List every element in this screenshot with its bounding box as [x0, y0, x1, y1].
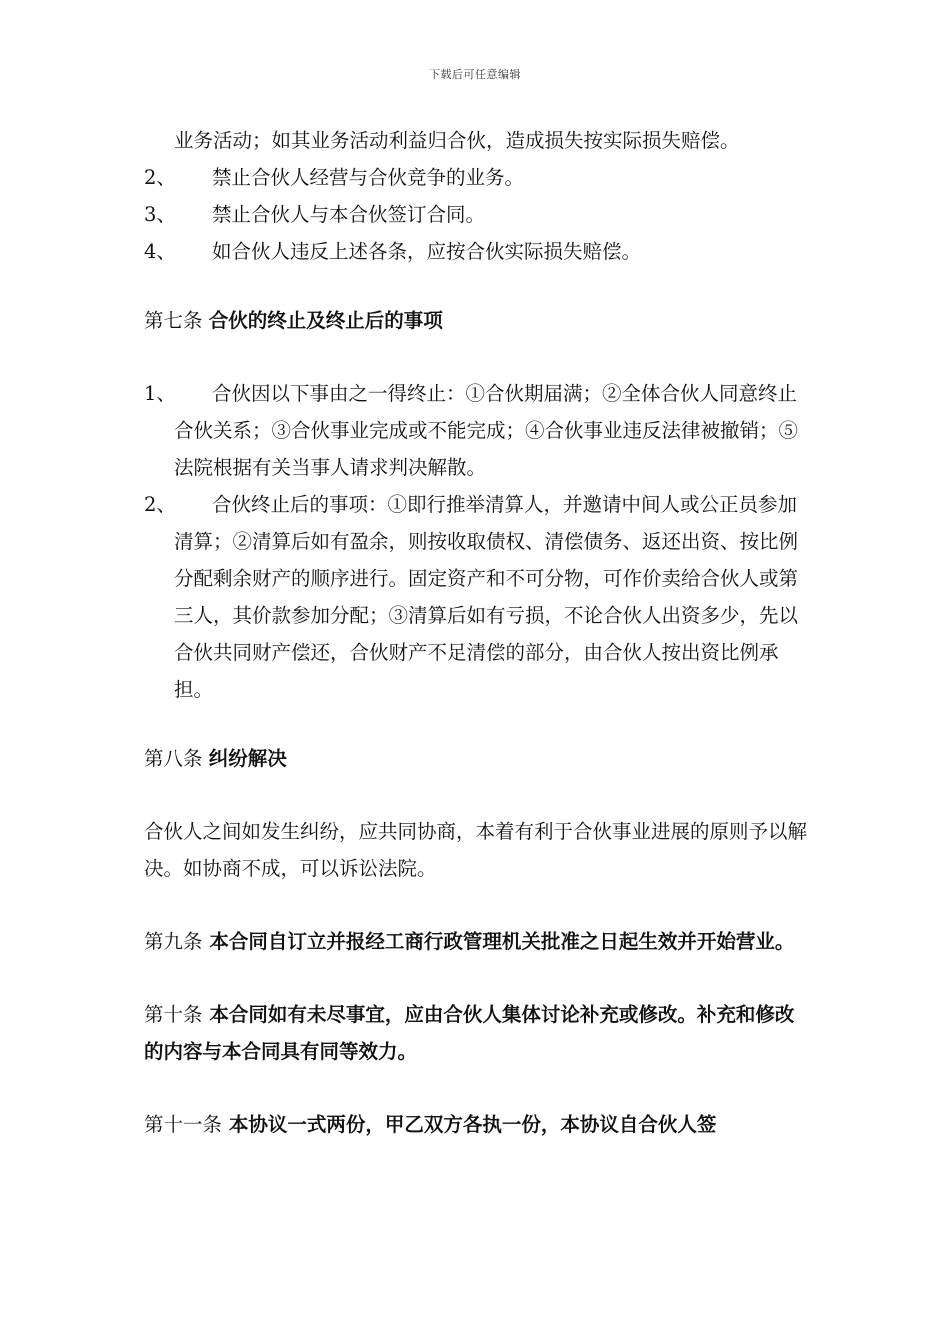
list-item-text: 如合伙人违反上述各条，应按合伙实际损失赔偿。 — [212, 240, 642, 263]
article11-section — [144, 1106, 812, 1143]
article9-section — [144, 923, 812, 960]
list-number: 2、 — [144, 166, 176, 189]
list-number: 1、 — [144, 382, 176, 405]
document-body — [144, 122, 812, 1143]
header-watermark-text: 下载后可任意编辑 — [429, 68, 521, 81]
list-item-text: 合伙终止后的事项：①即行推举清算人，并邀请中间人或公正员参加清算；②清算后如有盈余，则按收取债权、清偿债务、返还出资、按比例分配剩余财产的顺序进行。固定资产和不可分物，可作价卖给合伙人或第三人，其价款参加分配；③清算后如有亏损，不论合伙人出资多少，先以合伙共同财产偿还，合伙财产不足清偿的部分，由合伙人按出资比例承担。 — [174, 493, 799, 701]
article-body: 本合同如有未尽事宜，应由合伙人集体讨论补充或修改。补充和修改的内容与本合同具有同等效力。 — [144, 1003, 795, 1063]
list-number: 3、 — [144, 203, 176, 226]
article7-list — [144, 375, 812, 708]
article6-continuation-line: 业务活动；如其业务活动利益归合伙，造成损失按实际损失赔偿。 — [174, 129, 740, 152]
list-item-text: 禁止合伙人经营与合伙竞争的业务。 — [212, 166, 525, 189]
article-body: 本合同自订立并报经工商行政管理机关批准之日起生效并开始营业。 — [209, 930, 795, 953]
article7-heading — [144, 302, 812, 339]
list-item-text: 合伙因以下事由之一得终止：①合伙期届满；②全体合伙人同意终止合伙关系；③合伙事业完成或不能完成；④合伙事业违反法律被撤销；⑤法院根据有关当事人请求判决解散。 — [174, 382, 799, 479]
list-number: 2、 — [144, 493, 176, 516]
article8-heading — [144, 740, 812, 777]
article-label: 第七条 — [144, 309, 203, 332]
article7-item-2 — [144, 486, 812, 708]
article-title: 纠纷解决 — [208, 747, 287, 770]
article-label: 第八条 — [144, 747, 203, 770]
article-body: 本协议一式两份，甲乙双方各执一份，本协议自合伙人签 — [228, 1113, 717, 1136]
article-label: 第十条 — [144, 1003, 203, 1026]
article6-item-2 — [144, 159, 812, 196]
list-number: 4、 — [144, 240, 176, 263]
article10-section — [144, 996, 812, 1070]
article7-item-1 — [144, 375, 812, 486]
list-item-text: 禁止合伙人与本合伙签订合同。 — [212, 203, 486, 226]
article-label: 第九条 — [144, 930, 203, 953]
article-label: 第十一条 — [144, 1113, 223, 1136]
article6-item-3 — [144, 196, 812, 233]
article6-item-4 — [144, 233, 812, 270]
article8-body: 合伙人之间如发生纠纷，应共同协商，本着有利于合伙事业进展的原则予以解决。如协商不成，可以诉讼法院。 — [144, 820, 808, 880]
article-title: 合伙的终止及终止后的事项 — [208, 309, 443, 332]
